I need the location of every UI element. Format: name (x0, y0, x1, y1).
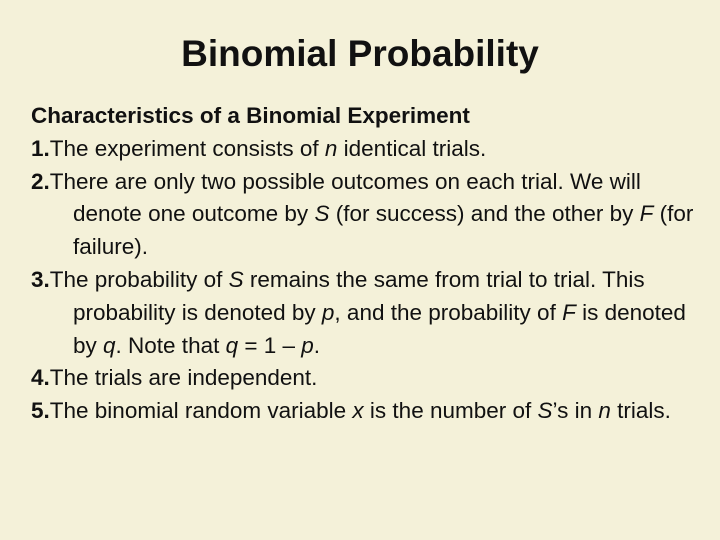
list-item-2 (31, 166, 711, 264)
item-variable: p (301, 332, 314, 358)
item-text: = 1 – (238, 332, 302, 358)
item-variable: F (639, 201, 654, 227)
item-variable: S (537, 398, 553, 424)
item-text: The experiment consists of (49, 135, 325, 161)
item-text: , and the probability of (334, 299, 563, 325)
item-variable: p (321, 299, 335, 325)
item-variable: n (324, 135, 338, 161)
item-variable: q (103, 332, 116, 358)
item-text: . Note that (115, 332, 226, 358)
item-text: trials. (610, 398, 671, 424)
item-variable: q (225, 332, 239, 358)
slide-title: Binomial Probability (181, 33, 539, 74)
item-text: (for success) and the other by (329, 201, 640, 227)
item-text: is the number of (363, 398, 538, 424)
item-text: There are only two possible outcomes on each trial. We will denote one outcome by (49, 168, 641, 227)
item-text: The trials are independent. (49, 365, 318, 391)
item-number: 3. (31, 266, 50, 292)
item-text: is denoted by (73, 299, 686, 358)
item-variable: S (314, 201, 330, 227)
item-number: 2. (31, 168, 50, 194)
item-text: The probability of (49, 266, 229, 292)
item-text: identical trials. (337, 135, 487, 161)
list-item-4 (31, 362, 711, 395)
item-text: ’s in (552, 398, 599, 424)
item-number: 4. (31, 365, 50, 391)
item-number: 1. (31, 135, 50, 161)
item-text: The binomial random variable (49, 398, 353, 424)
item-text: . (313, 332, 321, 358)
item-text: (for failure). (73, 201, 694, 260)
item-variable: n (598, 398, 611, 424)
item-variable: F (562, 299, 576, 325)
list-item-3 (31, 264, 711, 362)
list-item-5 (31, 395, 711, 428)
item-number: 5. (31, 398, 50, 424)
list-item-1 (31, 133, 711, 166)
item-text: remains the same from trial to trial. This probability is denoted by (73, 266, 645, 325)
item-variable: S (228, 266, 244, 292)
item-variable: x (352, 398, 364, 424)
slide-body (31, 100, 711, 428)
section-heading: Characteristics of a Binomial Experiment (31, 103, 470, 128)
